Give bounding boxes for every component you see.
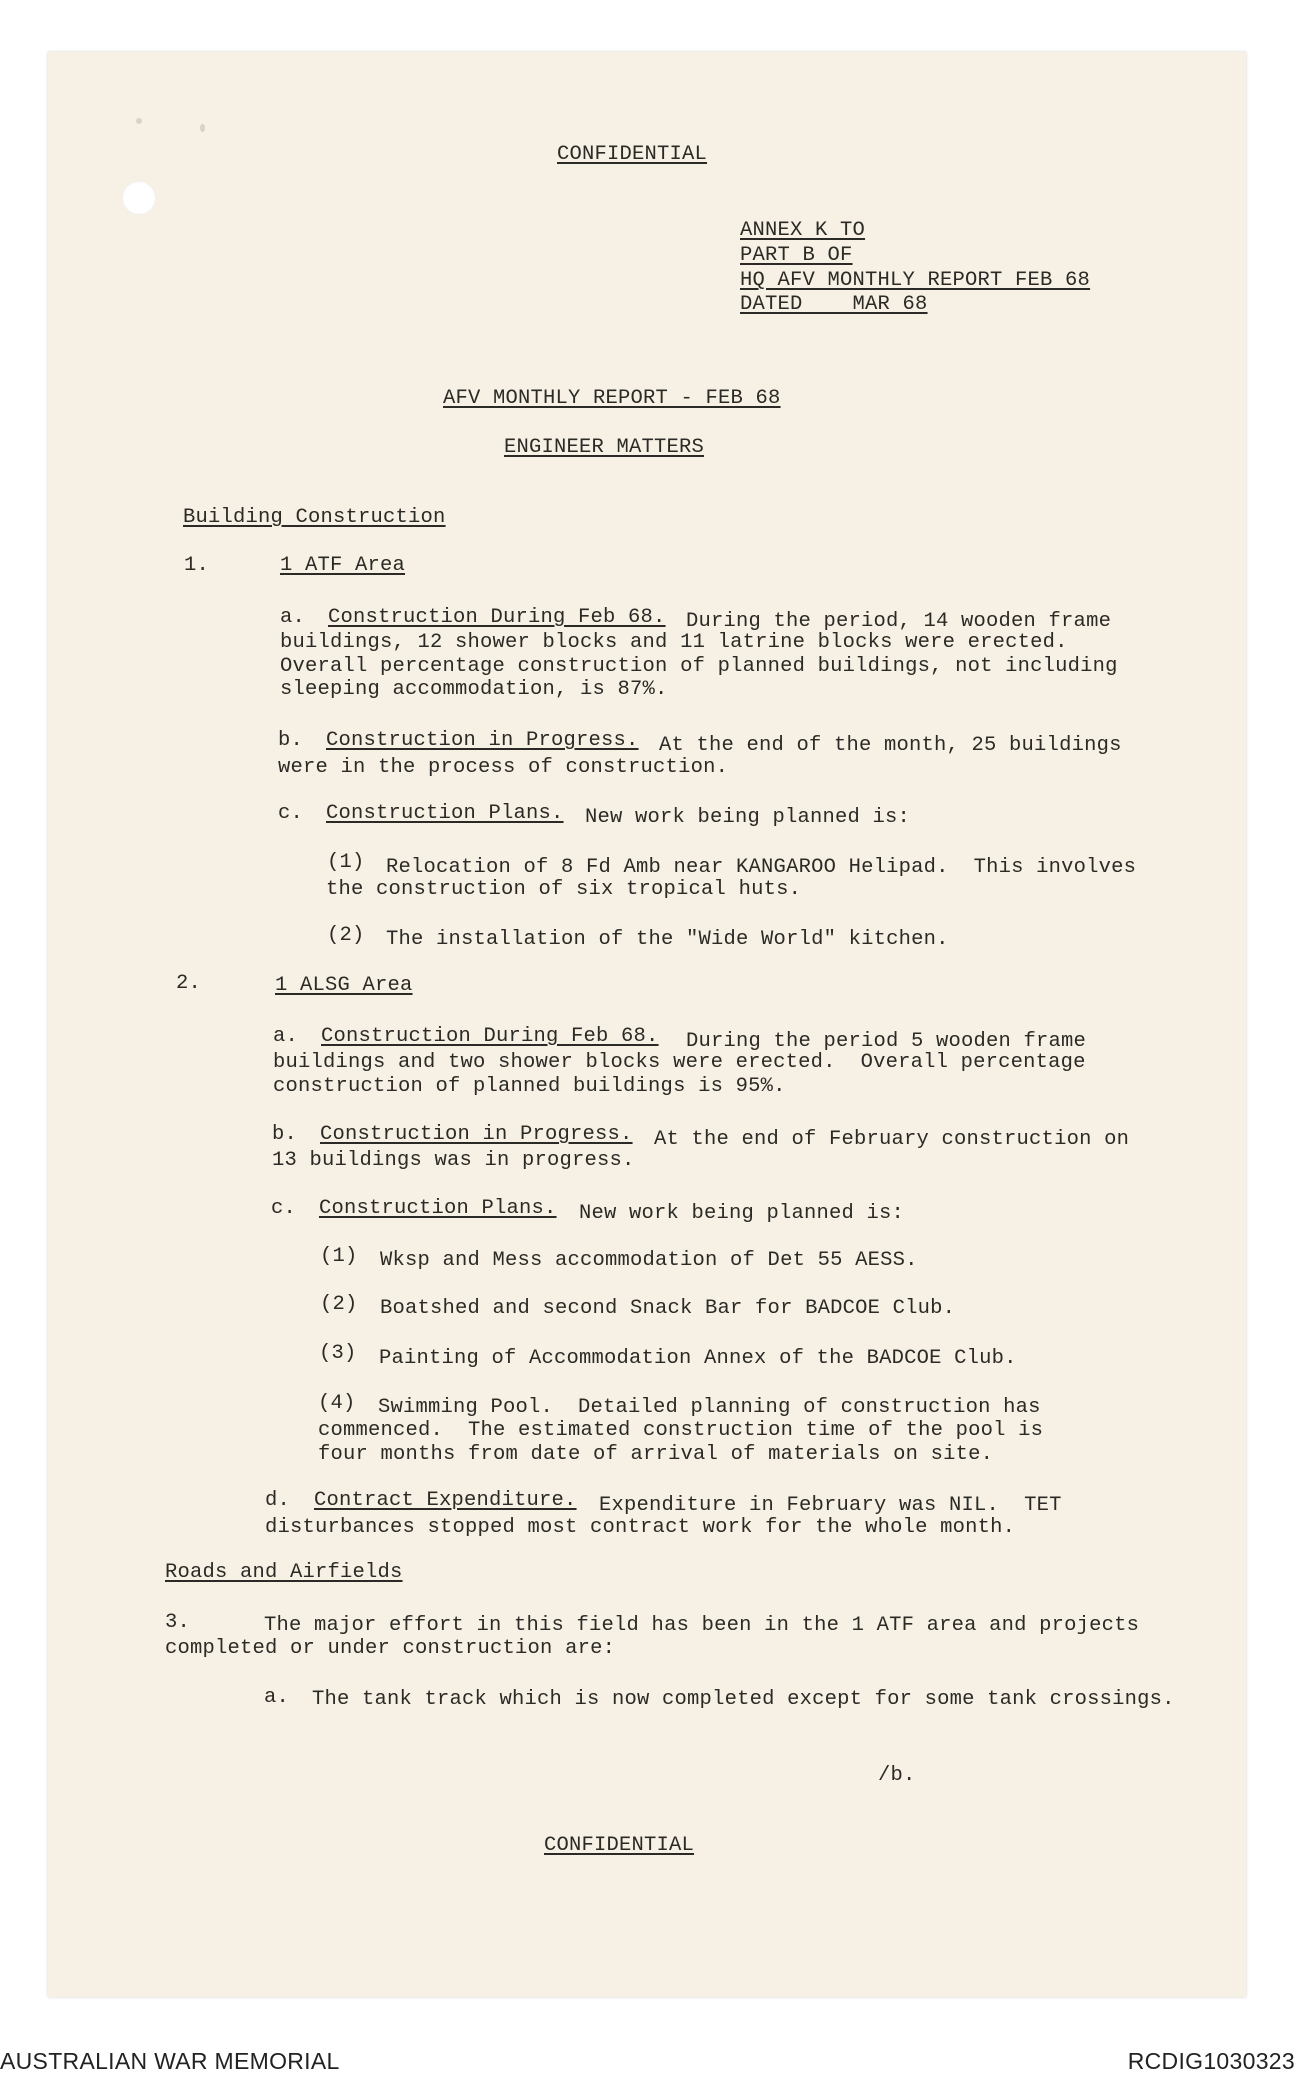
item-number: (4) [318, 1392, 356, 1415]
subpara-label: a. [280, 606, 306, 629]
text-line: disturbances stopped most contract work for the whole month. [265, 1516, 1016, 1539]
text-line: Swimming Pool. Detailed planning of construction has [378, 1396, 1041, 1419]
text-line: Painting of Accommodation Annex of the BADCOE Club. [379, 1347, 1017, 1370]
section-heading: Building Construction [183, 506, 446, 529]
text-line: During the period 5 wooden frame [686, 1030, 1087, 1053]
classification-top: CONFIDENTIAL [557, 143, 708, 166]
subpara-title: Construction in Progress. [320, 1123, 633, 1146]
text-line: were in the process of construction. [278, 756, 729, 779]
annex-line: PART B OF [740, 244, 853, 267]
text-line: The installation of the "Wide World" kitchen. [386, 928, 949, 951]
paragraph-number: 1. [184, 554, 210, 577]
subpara-label: c. [278, 802, 304, 825]
text-line: Relocation of 8 Fd Amb near KANGAROO Helipad. This involves [386, 856, 1137, 879]
annex-line: ANNEX K TO [740, 219, 866, 242]
subpara-label: a. [273, 1025, 299, 1048]
text-line: the construction of six tropical huts. [326, 878, 802, 901]
subpara-title: Contract Expenditure. [314, 1489, 577, 1512]
subpara-label: d. [265, 1489, 291, 1512]
paragraph-number: 2. [176, 972, 202, 995]
text-line: four months from date of arrival of materials on site. [318, 1443, 994, 1466]
text-line: Wksp and Mess accommodation of Det 55 AESS. [380, 1249, 918, 1272]
text-line: New work being planned is: [585, 806, 911, 829]
text-line: New work being planned is: [579, 1202, 905, 1225]
paragraph-title: 1 ALSG Area [275, 974, 413, 997]
paragraph-number: 3. [165, 1611, 191, 1634]
text-line: Expenditure in February was NIL. TET [599, 1494, 1062, 1517]
item-number: (2) [327, 924, 365, 947]
continuation-mark: /b. [878, 1764, 916, 1787]
text-line: construction of planned buildings is 95%. [273, 1075, 786, 1098]
archive-id: RCDIG1030323 [1127, 2048, 1295, 2074]
subpara-title: Construction Plans. [319, 1197, 557, 1220]
paper-mark [200, 124, 205, 132]
item-number: (1) [320, 1245, 358, 1268]
paper-mark [136, 118, 142, 124]
text-line: sleeping accommodation, is 87%. [280, 678, 668, 701]
text-line: The tank track which is now completed except for some tank crossings. [312, 1688, 1175, 1711]
subpara-label: c. [271, 1197, 297, 1220]
text-line: The major effort in this field has been in the 1 ATF area and projects [264, 1614, 1140, 1637]
subpara-title: Construction During Feb 68. [321, 1025, 659, 1048]
text-line: buildings, 12 shower blocks and 11 latrine blocks were erected. [280, 631, 1068, 654]
annex-line: HQ AFV MONTHLY REPORT FEB 68 [740, 269, 1091, 292]
item-number: (3) [319, 1342, 357, 1365]
text-line: At the end of February construction on [654, 1128, 1130, 1151]
text-line: commenced. The estimated construction time of the pool is [318, 1419, 1044, 1442]
subpara-title: Construction During Feb 68. [328, 606, 666, 629]
paragraph-title: 1 ATF Area [280, 554, 406, 577]
text-line: Boatshed and second Snack Bar for BADCOE Club. [380, 1297, 956, 1320]
text-line: 13 buildings was in progress. [272, 1149, 635, 1172]
subpara-label: b. [278, 729, 304, 752]
text-line: Overall percentage construction of planned buildings, not including [280, 655, 1118, 678]
classification-bottom: CONFIDENTIAL [544, 1834, 695, 1857]
item-number: (2) [320, 1293, 358, 1316]
text-line: During the period, 14 wooden frame [686, 610, 1112, 633]
subpara-title: Construction Plans. [326, 802, 564, 825]
section-heading: Roads and Airfields [165, 1561, 403, 1584]
archive-credit: AUSTRALIAN WAR MEMORIAL [0, 2048, 340, 2074]
text-line: At the end of the month, 25 buildings [659, 734, 1122, 757]
annex-line: DATED MAR 68 [740, 293, 928, 316]
subpara-title: Construction in Progress. [326, 729, 639, 752]
item-number: (1) [327, 851, 365, 874]
subject-title: ENGINEER MATTERS [504, 436, 705, 459]
punch-hole [122, 181, 156, 215]
subpara-label: b. [272, 1123, 298, 1146]
subpara-label: a. [264, 1686, 290, 1709]
text-line: buildings and two shower blocks were erected. Overall percentage [273, 1051, 1086, 1074]
text-line: completed or under construction are: [165, 1637, 616, 1660]
report-title: AFV MONTHLY REPORT - FEB 68 [443, 387, 781, 410]
